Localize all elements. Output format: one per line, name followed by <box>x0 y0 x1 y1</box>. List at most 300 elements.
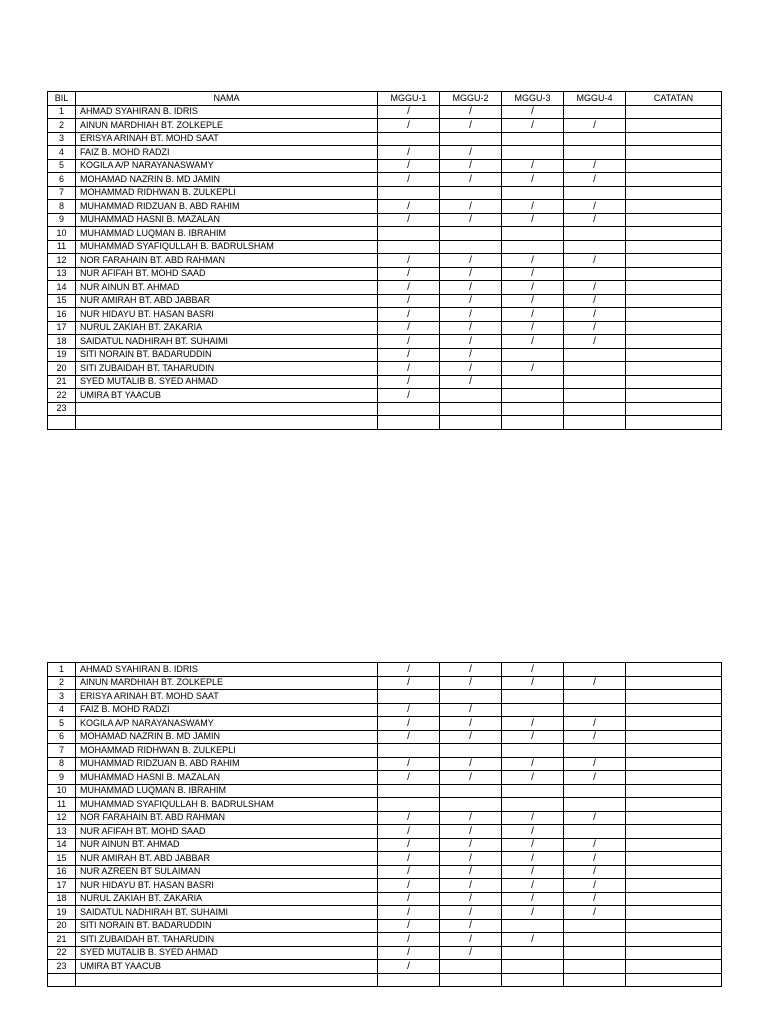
student-name: ERISYA ARINAH BT. MOHD SAAT <box>76 132 378 146</box>
row-number: 5 <box>48 717 76 731</box>
catatan-cell <box>626 186 722 200</box>
table-2-body <box>48 663 722 987</box>
table-row <box>48 784 722 798</box>
mggu-2-mark <box>440 960 502 974</box>
mggu-4-mark: / <box>564 321 626 335</box>
mggu-4-mark <box>564 744 626 758</box>
mggu-1-mark <box>378 784 440 798</box>
mggu-4-mark <box>564 375 626 389</box>
row-number: 16 <box>48 865 76 879</box>
table-row <box>48 676 722 690</box>
mggu-1-mark: / <box>378 933 440 947</box>
mggu-2-mark: / <box>440 663 502 677</box>
table-row <box>48 892 722 906</box>
student-name: NURUL ZAKIAH BT. ZAKARIA <box>76 321 378 335</box>
mggu-4-mark: / <box>564 879 626 893</box>
mggu-1-mark: / <box>378 119 440 133</box>
mggu-3-mark <box>502 416 564 430</box>
mggu-1-mark: / <box>378 281 440 295</box>
mggu-4-mark <box>564 703 626 717</box>
table-row <box>48 105 722 119</box>
row-number: 6 <box>48 173 76 187</box>
row-number: 10 <box>48 784 76 798</box>
catatan-cell <box>626 146 722 160</box>
mggu-3-mark: / <box>502 294 564 308</box>
student-name: UMIRA BT YAACUB <box>76 389 378 403</box>
catatan-cell <box>626 798 722 812</box>
student-name: MUHAMMAD RIDZUAN B. ABD RAHIM <box>76 757 378 771</box>
catatan-cell <box>626 132 722 146</box>
mggu-3-mark: / <box>502 757 564 771</box>
mggu-2-mark: / <box>440 825 502 839</box>
mggu-4-mark: / <box>564 892 626 906</box>
mggu-1-mark: / <box>378 213 440 227</box>
catatan-cell <box>626 811 722 825</box>
table-row <box>48 906 722 920</box>
student-name: SYED MUTALIB B. SYED AHMAD <box>76 946 378 960</box>
table-row <box>48 663 722 677</box>
mggu-2-mark <box>440 240 502 254</box>
mggu-2-mark: / <box>440 676 502 690</box>
catatan-cell <box>626 919 722 933</box>
mggu-4-mark <box>564 663 626 677</box>
mggu-4-mark: / <box>564 335 626 349</box>
mggu-1-mark: / <box>378 335 440 349</box>
table-header-row <box>48 92 722 106</box>
student-name: NURUL ZAKIAH BT. ZAKARIA <box>76 892 378 906</box>
row-number: 12 <box>48 254 76 268</box>
student-name: NUR AZREEN BT SULAIMAN <box>76 865 378 879</box>
mggu-2-mark: / <box>440 294 502 308</box>
mggu-4-mark: / <box>564 865 626 879</box>
mggu-3-mark: / <box>502 771 564 785</box>
student-name: SITI NORAIN BT. BADARUDDIN <box>76 348 378 362</box>
catatan-cell <box>626 960 722 974</box>
mggu-2-mark <box>440 186 502 200</box>
table-row <box>48 852 722 866</box>
mggu-4-mark <box>564 690 626 704</box>
row-number: 22 <box>48 389 76 403</box>
mggu-2-mark: / <box>440 335 502 349</box>
row-number: 8 <box>48 757 76 771</box>
catatan-cell <box>626 213 722 227</box>
mggu-3-mark <box>502 402 564 416</box>
table-row <box>48 838 722 852</box>
table-row <box>48 294 722 308</box>
mggu-1-mark <box>378 402 440 416</box>
mggu-3-mark <box>502 690 564 704</box>
table-row <box>48 389 722 403</box>
mggu-4-mark <box>564 105 626 119</box>
mggu-1-mark: / <box>378 362 440 376</box>
catatan-cell <box>626 375 722 389</box>
catatan-cell <box>626 757 722 771</box>
row-number: 13 <box>48 267 76 281</box>
student-name: MOHAMMAD RIDHWAN B. ZULKEPLI <box>76 744 378 758</box>
catatan-cell <box>626 119 722 133</box>
mggu-2-mark: / <box>440 213 502 227</box>
row-number <box>48 973 76 987</box>
mggu-4-mark <box>564 973 626 987</box>
table-row <box>48 281 722 295</box>
mggu-2-mark <box>440 744 502 758</box>
mggu-2-mark: / <box>440 348 502 362</box>
catatan-cell <box>626 838 722 852</box>
row-number: 2 <box>48 676 76 690</box>
mggu-3-mark: / <box>502 119 564 133</box>
mggu-1-mark <box>378 227 440 241</box>
mggu-4-mark: / <box>564 838 626 852</box>
mggu-2-mark: / <box>440 173 502 187</box>
student-name <box>76 973 378 987</box>
student-name: NUR AMIRAH BT. ABD JABBAR <box>76 294 378 308</box>
mggu-3-mark: / <box>502 308 564 322</box>
mggu-1-mark: / <box>378 267 440 281</box>
mggu-1-mark: / <box>378 703 440 717</box>
table-row <box>48 159 722 173</box>
mggu-1-mark: / <box>378 200 440 214</box>
mggu-4-mark <box>564 784 626 798</box>
student-name: MOHAMAD NAZRIN B. MD JAMIN <box>76 173 378 187</box>
row-number: 7 <box>48 744 76 758</box>
mggu-2-mark: / <box>440 254 502 268</box>
mggu-4-mark <box>564 240 626 254</box>
mggu-2-mark: / <box>440 757 502 771</box>
row-number: 9 <box>48 213 76 227</box>
mggu-2-mark: / <box>440 375 502 389</box>
mggu-4-mark <box>564 933 626 947</box>
table-row <box>48 960 722 974</box>
table-row <box>48 119 722 133</box>
row-number: 23 <box>48 960 76 974</box>
mggu-3-mark: / <box>502 825 564 839</box>
mggu-1-mark: / <box>378 321 440 335</box>
mggu-4-mark: / <box>564 308 626 322</box>
mggu-4-mark <box>564 132 626 146</box>
table-row <box>48 730 722 744</box>
table-row <box>48 321 722 335</box>
mggu-3-mark: / <box>502 159 564 173</box>
catatan-cell <box>626 294 722 308</box>
mggu-3-mark <box>502 132 564 146</box>
mggu-3-mark: / <box>502 838 564 852</box>
row-number: 12 <box>48 811 76 825</box>
mggu-1-mark <box>378 690 440 704</box>
catatan-cell <box>626 173 722 187</box>
row-number: 1 <box>48 663 76 677</box>
table-row <box>48 254 722 268</box>
mggu-1-mark: / <box>378 825 440 839</box>
student-name: NUR AINUN BT. AHMAD <box>76 281 378 295</box>
student-name: MUHAMMAD RIDZUAN B. ABD RAHIM <box>76 200 378 214</box>
table-1-body <box>48 105 722 429</box>
table-row <box>48 240 722 254</box>
row-number: 6 <box>48 730 76 744</box>
student-name: SAIDATUL NADHIRAH BT. SUHAIMI <box>76 335 378 349</box>
student-name: FAIZ B. MOHD RADZI <box>76 703 378 717</box>
table-row <box>48 717 722 731</box>
catatan-cell <box>626 825 722 839</box>
mggu-3-mark: / <box>502 865 564 879</box>
row-number: 19 <box>48 906 76 920</box>
student-name: SAIDATUL NADHIRAH BT. SUHAIMI <box>76 906 378 920</box>
mggu-1-mark: / <box>378 811 440 825</box>
table-row <box>48 227 722 241</box>
student-name: SITI NORAIN BT. BADARUDDIN <box>76 919 378 933</box>
mggu-2-mark <box>440 416 502 430</box>
row-number: 14 <box>48 281 76 295</box>
table-row <box>48 771 722 785</box>
mggu-1-mark <box>378 798 440 812</box>
mggu-1-mark: / <box>378 730 440 744</box>
mggu-2-mark: / <box>440 879 502 893</box>
row-number: 16 <box>48 308 76 322</box>
mggu-3-mark: / <box>502 254 564 268</box>
catatan-cell <box>626 865 722 879</box>
mggu-4-mark <box>564 825 626 839</box>
catatan-cell <box>626 281 722 295</box>
table-row <box>48 416 722 430</box>
row-number: 23 <box>48 402 76 416</box>
mggu-3-mark: / <box>502 852 564 866</box>
mggu-2-mark: / <box>440 703 502 717</box>
row-number: 4 <box>48 703 76 717</box>
attendance-table-1 <box>47 91 722 430</box>
mggu-3-mark: / <box>502 173 564 187</box>
mggu-3-mark: / <box>502 200 564 214</box>
mggu-4-mark <box>564 362 626 376</box>
mggu-2-mark: / <box>440 200 502 214</box>
mggu-3-mark: / <box>502 933 564 947</box>
attendance-table-2 <box>47 662 722 987</box>
table-row <box>48 919 722 933</box>
table-row <box>48 879 722 893</box>
table-row <box>48 946 722 960</box>
mggu-1-mark <box>378 973 440 987</box>
mggu-2-mark <box>440 402 502 416</box>
mggu-1-mark: / <box>378 838 440 852</box>
table-row <box>48 757 722 771</box>
catatan-cell <box>626 389 722 403</box>
row-number: 4 <box>48 146 76 160</box>
table-row <box>48 690 722 704</box>
student-name: SYED MUTALIB B. SYED AHMAD <box>76 375 378 389</box>
mggu-1-mark: / <box>378 865 440 879</box>
mggu-4-mark <box>564 402 626 416</box>
mggu-2-mark: / <box>440 892 502 906</box>
mggu-4-mark: / <box>564 173 626 187</box>
mggu-4-mark <box>564 348 626 362</box>
mggu-1-mark: / <box>378 946 440 960</box>
mggu-1-mark: / <box>378 294 440 308</box>
student-name: KOGILA A/P NARAYANASWAMY <box>76 717 378 731</box>
catatan-cell <box>626 676 722 690</box>
row-number: 19 <box>48 348 76 362</box>
mggu-1-mark: / <box>378 308 440 322</box>
mggu-3-mark <box>502 946 564 960</box>
row-number: 9 <box>48 771 76 785</box>
table-row <box>48 173 722 187</box>
header-mggu-4: MGGU-4 <box>564 92 626 106</box>
catatan-cell <box>626 267 722 281</box>
catatan-cell <box>626 159 722 173</box>
catatan-cell <box>626 771 722 785</box>
catatan-cell <box>626 416 722 430</box>
student-name: NOR FARAHAIN BT. ABD RAHMAN <box>76 811 378 825</box>
mggu-1-mark: / <box>378 375 440 389</box>
mggu-1-mark: / <box>378 173 440 187</box>
catatan-cell <box>626 852 722 866</box>
table-row <box>48 375 722 389</box>
mggu-3-mark: / <box>502 879 564 893</box>
student-name: MUHAMMAD LUQMAN B. IBRAHIM <box>76 784 378 798</box>
mggu-1-mark <box>378 186 440 200</box>
mggu-2-mark: / <box>440 308 502 322</box>
mggu-1-mark: / <box>378 892 440 906</box>
header-catatan: CATATAN <box>626 92 722 106</box>
mggu-3-mark <box>502 146 564 160</box>
student-name: MUHAMMAD SYAFIQULLAH B. BADRULSHAM <box>76 240 378 254</box>
mggu-4-mark <box>564 919 626 933</box>
catatan-cell <box>626 663 722 677</box>
mggu-3-mark <box>502 186 564 200</box>
student-name: NUR AFIFAH BT. MOHD SAAD <box>76 267 378 281</box>
mggu-3-mark <box>502 744 564 758</box>
row-number: 22 <box>48 946 76 960</box>
row-number: 2 <box>48 119 76 133</box>
row-number: 18 <box>48 335 76 349</box>
table-row <box>48 973 722 987</box>
student-name: MUHAMMAD SYAFIQULLAH B. BADRULSHAM <box>76 798 378 812</box>
table-row <box>48 362 722 376</box>
mggu-4-mark: / <box>564 771 626 785</box>
mggu-3-mark: / <box>502 321 564 335</box>
table-row <box>48 308 722 322</box>
mggu-3-mark: / <box>502 105 564 119</box>
mggu-4-mark <box>564 186 626 200</box>
mggu-2-mark: / <box>440 362 502 376</box>
mggu-2-mark: / <box>440 321 502 335</box>
header-mggu-1: MGGU-1 <box>378 92 440 106</box>
mggu-3-mark: / <box>502 717 564 731</box>
catatan-cell <box>626 744 722 758</box>
row-number <box>48 416 76 430</box>
row-number: 8 <box>48 200 76 214</box>
mggu-3-mark <box>502 348 564 362</box>
mggu-4-mark: / <box>564 730 626 744</box>
mggu-1-mark: / <box>378 389 440 403</box>
mggu-4-mark: / <box>564 119 626 133</box>
row-number: 11 <box>48 240 76 254</box>
mggu-1-mark: / <box>378 105 440 119</box>
student-name: AINUN MARDHIAH BT. ZOLKEPLE <box>76 119 378 133</box>
mggu-4-mark: / <box>564 852 626 866</box>
catatan-cell <box>626 348 722 362</box>
student-name <box>76 402 378 416</box>
mggu-2-mark: / <box>440 906 502 920</box>
header-nama: NAMA <box>76 92 378 106</box>
mggu-4-mark: / <box>564 717 626 731</box>
catatan-cell <box>626 933 722 947</box>
catatan-cell <box>626 362 722 376</box>
table-row <box>48 744 722 758</box>
mggu-1-mark: / <box>378 146 440 160</box>
catatan-cell <box>626 973 722 987</box>
table-row <box>48 335 722 349</box>
mggu-4-mark <box>564 267 626 281</box>
mggu-3-mark: / <box>502 811 564 825</box>
catatan-cell <box>626 335 722 349</box>
mggu-3-mark <box>502 240 564 254</box>
row-number: 10 <box>48 227 76 241</box>
table-row <box>48 402 722 416</box>
header-mggu-3: MGGU-3 <box>502 92 564 106</box>
mggu-3-mark <box>502 227 564 241</box>
row-number: 17 <box>48 321 76 335</box>
header-mggu-2: MGGU-2 <box>440 92 502 106</box>
mggu-2-mark: / <box>440 119 502 133</box>
student-name: MUHAMMAD HASNI B. MAZALAN <box>76 771 378 785</box>
student-name: MOHAMMAD RIDHWAN B. ZULKEPLI <box>76 186 378 200</box>
student-name: AHMAD SYAHIRAN B. IDRIS <box>76 663 378 677</box>
catatan-cell <box>626 105 722 119</box>
student-name: NUR AFIFAH BT. MOHD SAAD <box>76 825 378 839</box>
mggu-2-mark: / <box>440 865 502 879</box>
mggu-2-mark: / <box>440 919 502 933</box>
mggu-3-mark: / <box>502 663 564 677</box>
catatan-cell <box>626 240 722 254</box>
mggu-4-mark: / <box>564 254 626 268</box>
mggu-1-mark: / <box>378 159 440 173</box>
mggu-2-mark: / <box>440 771 502 785</box>
mggu-4-mark <box>564 146 626 160</box>
student-name: KOGILA A/P NARAYANASWAMY <box>76 159 378 173</box>
catatan-cell <box>626 227 722 241</box>
catatan-cell <box>626 308 722 322</box>
mggu-2-mark <box>440 973 502 987</box>
mggu-1-mark: / <box>378 852 440 866</box>
mggu-4-mark <box>564 389 626 403</box>
mggu-2-mark <box>440 690 502 704</box>
table-row <box>48 186 722 200</box>
catatan-cell <box>626 946 722 960</box>
row-number: 21 <box>48 933 76 947</box>
mggu-1-mark: / <box>378 663 440 677</box>
mggu-4-mark: / <box>564 281 626 295</box>
mggu-3-mark <box>502 919 564 933</box>
mggu-2-mark: / <box>440 852 502 866</box>
mggu-1-mark <box>378 416 440 430</box>
row-number: 18 <box>48 892 76 906</box>
mggu-1-mark: / <box>378 757 440 771</box>
mggu-3-mark: / <box>502 281 564 295</box>
table-row <box>48 348 722 362</box>
mggu-2-mark: / <box>440 267 502 281</box>
catatan-cell <box>626 254 722 268</box>
table-row <box>48 267 722 281</box>
mggu-3-mark: / <box>502 213 564 227</box>
table-row <box>48 200 722 214</box>
catatan-cell <box>626 730 722 744</box>
catatan-cell <box>626 200 722 214</box>
table-row <box>48 132 722 146</box>
student-name: NOR FARAHAIN BT. ABD RAHMAN <box>76 254 378 268</box>
table-row <box>48 146 722 160</box>
mggu-4-mark: / <box>564 294 626 308</box>
header-bil: BIL <box>48 92 76 106</box>
mggu-4-mark: / <box>564 906 626 920</box>
student-name: AINUN MARDHIAH BT. ZOLKEPLE <box>76 676 378 690</box>
